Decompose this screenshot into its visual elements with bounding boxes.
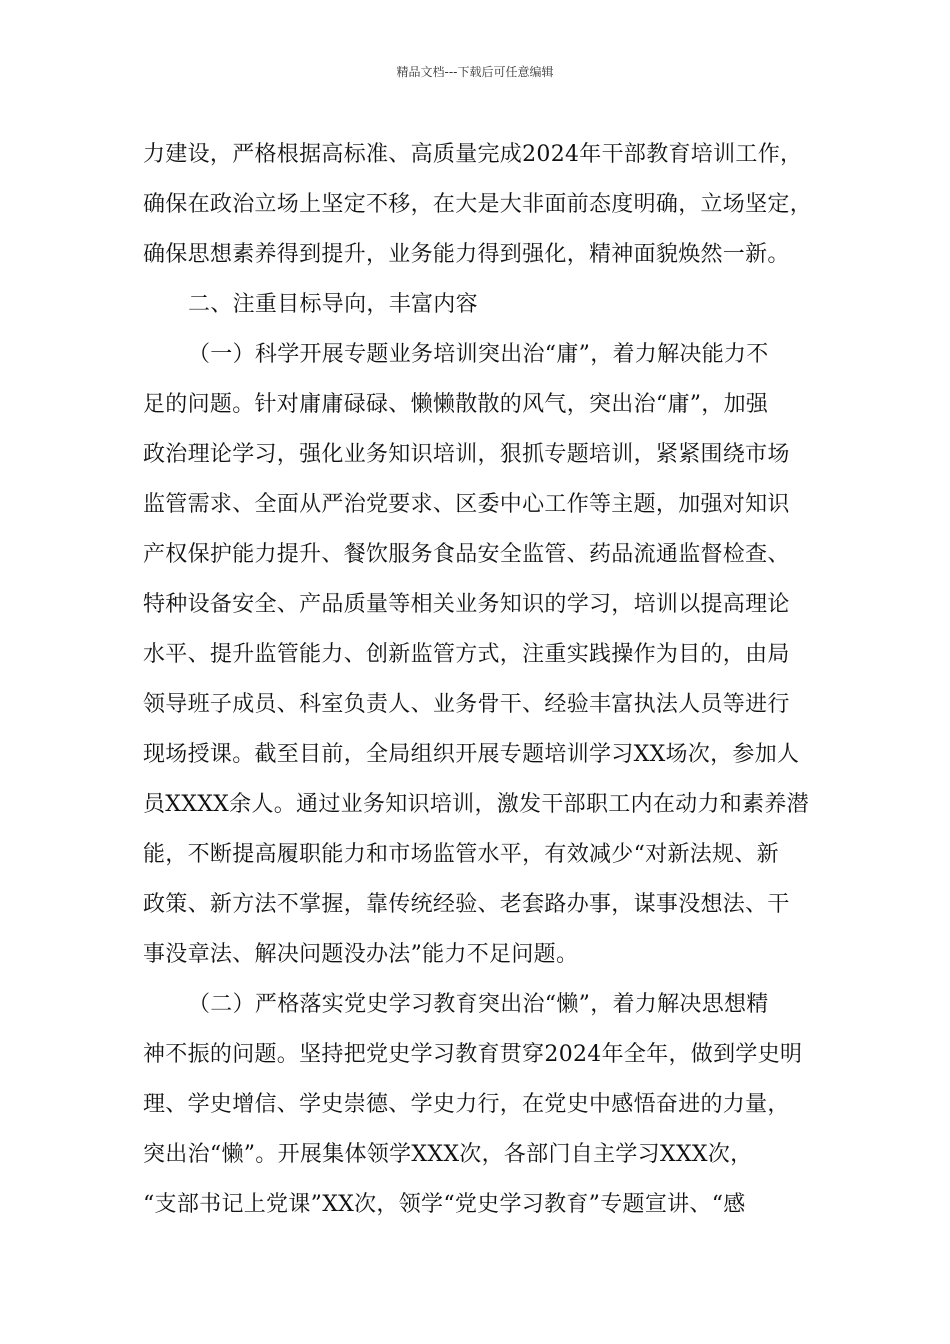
text-line: 员XXXX余人。通过业务知识培训，激发干部职工内在动力和素养潜 <box>143 792 809 817</box>
text-line: 确保思想素养得到提升，业务能力得到强化，精神面貌焕然一新。 <box>143 242 790 267</box>
text-line: 产权保护能力提升、餐饮服务食品安全监管、药品流通监督检查、 <box>143 542 790 567</box>
text-line: （一）科学开展专题业务培训突出治“庸”，着力解决能力不 <box>188 342 769 367</box>
document-body <box>143 130 813 1230</box>
text-line: 政治理论学习，强化业务知识培训，狠抓专题培训，紧紧围绕市场 <box>143 442 790 467</box>
text-line: 政策、新方法不掌握，靠传统经验、老套路办事，谋事没想法、干 <box>143 892 790 917</box>
text-line: 领导班子成员、科室负责人、业务骨干、经验丰富执法人员等进行 <box>143 692 790 717</box>
text-line: 事没章法、解决问题没办法”能力不足问题。 <box>143 942 579 967</box>
text-line: 能，不断提高履职能力和市场监管水平，有效减少“对新法规、新 <box>143 842 779 867</box>
text-line: “支部书记上党课”XX次，领学“党史学习教育”专题宣讲、“感 <box>143 1192 746 1217</box>
text-line: 二、注重目标导向，丰富内容 <box>188 292 478 317</box>
text-line: 神不振的问题。坚持把党史学习教育贯穿2024年全年，做到学史明 <box>143 1042 803 1067</box>
text-line: 突出治“懒”。开展集体领学XXX次，各部门自主学习XXX次， <box>143 1142 753 1167</box>
text-line: 监管需求、全面从严治党要求、区委中心工作等主题，加强对知识 <box>143 492 790 517</box>
text-line: 水平、提升监管能力、创新监管方式，注重实践操作为目的，由局 <box>143 642 790 667</box>
text-line: 确保在政治立场上坚定不移，在大是大非面前态度明确，立场坚定， <box>143 192 813 217</box>
text-line: 现场授课。截至目前，全局组织开展专题培训学习XX场次，参加人 <box>143 742 800 767</box>
text-line: 足的问题。针对庸庸碌碌、懒懒散散的风气，突出治“庸”，加强 <box>143 392 769 417</box>
page-header: 精品文档---下载后可任意编辑 <box>396 65 554 79</box>
text-line: （二）严格落实党史学习教育突出治“懒”，着力解决思想精 <box>188 992 769 1017</box>
text-line: 理、学史增信、学史崇德、学史力行，在党史中感悟奋进的力量， <box>143 1092 790 1117</box>
text-line: 力建设，严格根据高标准、高质量完成2024年干部教育培训工作， <box>143 142 803 167</box>
text-line: 特种设备安全、产品质量等相关业务知识的学习，培训以提高理论 <box>143 592 790 617</box>
